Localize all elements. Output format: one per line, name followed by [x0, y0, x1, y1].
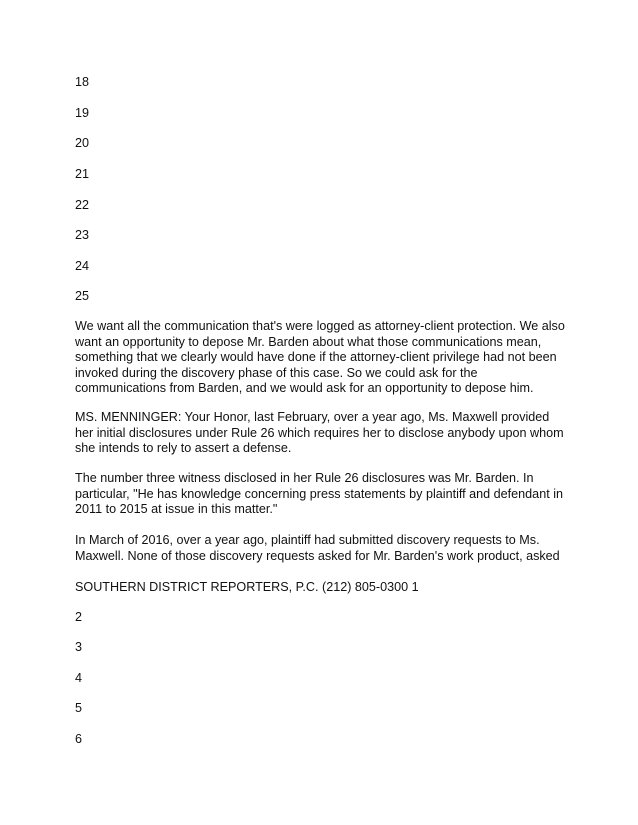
line-number: 25 [75, 289, 90, 303]
reporter-footer: SOUTHERN DISTRICT REPORTERS, P.C. (212) 805-0300 1 [75, 580, 419, 594]
line-number: 24 [75, 259, 90, 273]
line-number: 2 [75, 610, 83, 624]
line-number: 3 [75, 640, 83, 654]
line-number: 22 [75, 198, 90, 212]
transcript-paragraph: The number three witness disclosed in her Rule 26 disclosures was Mr. Barden. In particular, "He has knowledge concerning press statements by plaintiff and defendant in 2011 to 2015 at issue in this matter." [75, 471, 563, 517]
line-number: 23 [75, 228, 90, 242]
line-number: 5 [75, 701, 83, 715]
line-number: 18 [75, 75, 90, 89]
transcript-paragraph: We want all the communication that's were logged as attorney-client protection. We also want an opportunity to depose Mr. Barden about what those communications mean, something that we clearly would have done if the attorney-client privilege had not been invoked during the discovery phase of this case. So we could ask for the communications from Barden, and we would ask for an opportunity to depose him. [75, 319, 565, 396]
line-number: 19 [75, 106, 90, 120]
transcript-paragraph: In March of 2016, over a year ago, plaintiff had submitted discovery requests to Ms. Maxwell. None of those discovery requests asked for Mr. Barden's work product, asked [75, 533, 560, 563]
line-number: 6 [75, 732, 83, 746]
line-number: 4 [75, 671, 83, 685]
transcript-paragraph: MS. MENNINGER: Your Honor, last February, over a year ago, Ms. Maxwell provided her initial disclosures under Rule 26 which requires her to disclose anybody upon whom she intends to rely to assert a defense. [75, 410, 564, 456]
line-number: 21 [75, 167, 90, 181]
line-number: 20 [75, 136, 90, 150]
